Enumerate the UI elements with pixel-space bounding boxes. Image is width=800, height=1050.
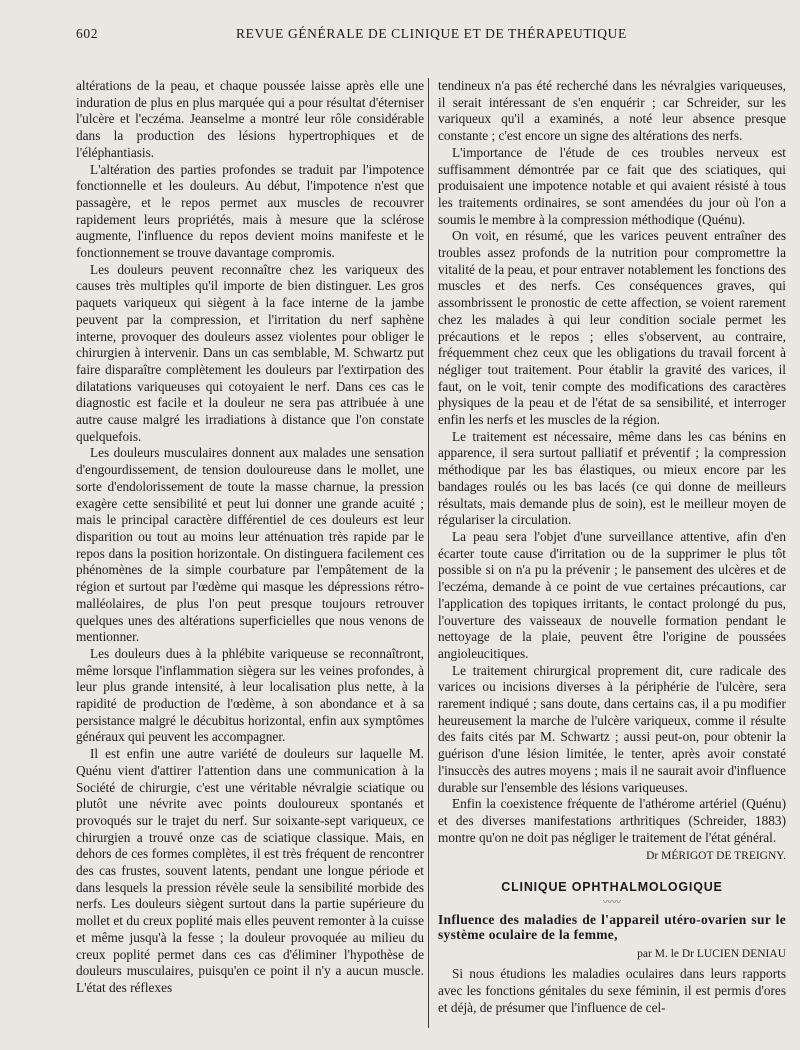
author-signature: Dr MÉRIGOT DE TREIGNY. [646,850,786,863]
byline: par M. le Dr LUCIEN DENIAU [637,947,786,960]
paragraph: L'importance de l'étude de ces troubles nerveux est suffisamment démontrée par ce fait que des sciatiques, qui produisaient une impotence notable et qui avaient résisté à tous les traitements ordinaires, se sont amendées du jour où l'on a soumis le membre à la compression méthodique (Quénu). [438,144,786,227]
paragraph: Le traitement chirurgical proprement dit, cure radicale des varices ou incisions diverses à la périphérie de l'ulcère, sera rarement indiqué ; sans doute, dans certains cas, il a pu modifier heureusement la marche de l'ulcère variqueux, comme il résulte des faits cités par M. Schwartz ; aussi peut-on, pour obtenir la guérison d'une lésion limitée, le tenter, après avoir constaté l'insuccès des autres moyens ; mais il ne saurait avoir d'influence durable sur l'ensemble des lésions variqueuses. [438,662,786,795]
paragraph: Les douleurs musculaires donnent aux malades une sensation d'engourdissement, de tension douloureuse dans le mollet, une sorte d'endolorissement de toute la masse charnue, la pression exagère cette sensibilité et peut lui donner une grande acuité ; mais le principal caractère différentiel de ces douleurs est leur disparition ou tout au moins leur atténuation très rapide par le repos dans la position horizontale. On distinguera facilement ces phénomènes de la simple courbature par l'empâtement de la région et surtout par l'œdème qui masque les dépressions rétro-malléolaires, de plus l'on peut presque toujours retrouver quelques unes des altérations superficielles que nous venons de mentionner. [76,445,424,645]
paragraph: Les douleurs dues à la phlébite variqueuse se reconnaîtront, même lorsque l'inflammation siègera sur les veines profondes, à leur plus grande intensité, à leur localisation plus nette, à la rapidité de production de l'œdème, à son abondance et à sa persistance malgré le décubitus horizontal, enfin aux symptômes généraux qui peuvent les accompagner. [76,645,424,745]
paragraph: On voit, en résumé, que les varices peuvent entraîner des troubles assez profonds de la nutrition pour compromettre la vitalité de la peau, et pour entraver notablement les fonctions des muscles et des nerfs. Ces conséquences graves, qui assombrissent le pronostic de cette affection, se voient rarement chez les malades à qui leur condition sociale permet les précautions et le repos ; elles s'observent, au contraire, fréquemment chez ceux que les obligations du travail forcent à négliger tout traitement. Pour établir la gravité des varices, il faut, on le voit, tenir compte des modifications des caractères physiques de la peau et de l'état de sa sensibilité, et interroger enfin les nerfs et les muscles de la région. [438,228,786,428]
paragraph: Si nous étudions les maladies oculaires dans leurs rapports avec les fonctions génitales du sexe féminin, il est permis d'ores et déjà, de présumer que l'influence de cel- [438,966,786,1015]
article-title: Influence des maladies de l'appareil utéro-ovarien sur le système oculaire de la femme, [438,911,786,942]
paragraph: La peau sera l'objet d'une surveillance attentive, afin d'en écarter toute cause d'irritation ou de la supprimer le plus tôt possible si on n'a pu la prévenir ; le pansement des ulcères et de l'eczéma, demande à ce point de vue certaines précautions, car l'application des topiques irritants, le contact prolongé du pus, l'ouverture des vaisseaux de nouvelle formation pendant le nettoyage de la plaie, peuvent être l'origine de poussées angioleucitiques. [438,528,786,661]
paragraph: altérations de la peau, et chaque poussée laisse après elle une induration de plus en plus marquée qui a pour résultat d'éterniser l'ulcère et l'eczéma. Jeanselme a montré leur rôle considérable dans la production des lésions hypertrophiques et de l'éléphantiasis. [76,78,424,160]
paragraph: Les douleurs peuvent reconnaître chez les variqueux des causes très multiples qu'il importe de bien distinguer. Les gros paquets variqueux qui siègent à la face interne de la jambe peuvent par la compression, et l'irritation du nerf saphène interne, provoquer des douleurs assez violentes pour obliger le chirurgien à intervenir. Dans un cas semblable, M. Schwartz put faire disparaître complètement les douleurs par l'extirpation des dilatations variqueuses qui cotoyaient le nerf. Dans ces cas le diagnostic est facile et la douleur ne sera pas attribuée à une autre cause malgré les irradiations à distance que l'on constate quelquefois. [76,261,424,444]
page-number: 602 [76,26,99,41]
column-divider [428,78,429,1028]
page-header [76,26,766,46]
paragraph: Le traitement est nécessaire, même dans les cas bénins en apparence, il sera surtout palliatif et préventif ; la compression méthodique par les bas élastiques, ou mieux encore par les bandages roulés ou les bas lacés (ce qui donne de meilleurs résultats, mais demande plus de soin), est le meilleur moyen de régulariser la circulation. [438,428,786,528]
paragraph: Il est enfin une autre variété de douleurs sur laquelle M. Quénu vient d'attirer l'attention dans une communication à la Société de chirurgie, c'est une véritable névralgie sciatique ou plutôt une névrite avec points douloureux spontanés et provoqués sur le trajet du nerf. Sur soixante-sept variqueux, ce chirurgien a trouvé onze cas de sciatique classique. Mais, en dehors de ces formes complètes, il est très fréquent de rencontrer des cas frustes, souvent latents, pendant une longue période et dans lesquels la pression révèle seule la sensibilité morbide des nerfs. Les douleurs siègent surtout dans la partie supérieure du mollet et du creux poplité mais elles peuvent remonter à la cuisse et même jusqu'à la fesse ; la douleur provoquée au milieu du creux poplité permet dans ces cas d'éliminer l'hypothèse de douleurs musculaires, puisqu'en ce point il n'y a aucun muscle. L'état des réflexes [76,746,424,995]
paragraph: L'altération des parties profondes se traduit par l'impotence fonctionnelle et les douleurs. Au début, l'impotence n'est que passagère, et le repos permet aux muscles de recouvrer rapidement leurs propriétés, mais à mesure que la sclérose augmente, l'influence du repos devient moins manifeste et le fonctionnement se trouve davantage compromis. [76,161,424,261]
left-column [76,78,424,997]
running-title: REVUE GÉNÉRALE DE CLINIQUE ET DE THÉRAPEUTIQUE [236,26,627,41]
section-title: CLINIQUE OPHTHALMOLOGIQUE [501,880,723,895]
ornament: 〰〰 [602,896,621,907]
paragraph: Enfin la coexistence fréquente de l'athérome artériel (Quénu) et des diverses manifestations arthritiques (Schreider, 1883) montre qu'on ne doit pas négliger le traitement de l'état général. [438,796,786,845]
right-column [438,78,786,1017]
paragraph: tendineux n'a pas été recherché dans les névralgies variqueuses, il serait intéressant de s'en enquérir ; car Schreider, sur les variqueux qu'il a examinés, a noté leur absence presque constante ; c'est encore un signe des altérations des nerfs. [438,78,786,144]
